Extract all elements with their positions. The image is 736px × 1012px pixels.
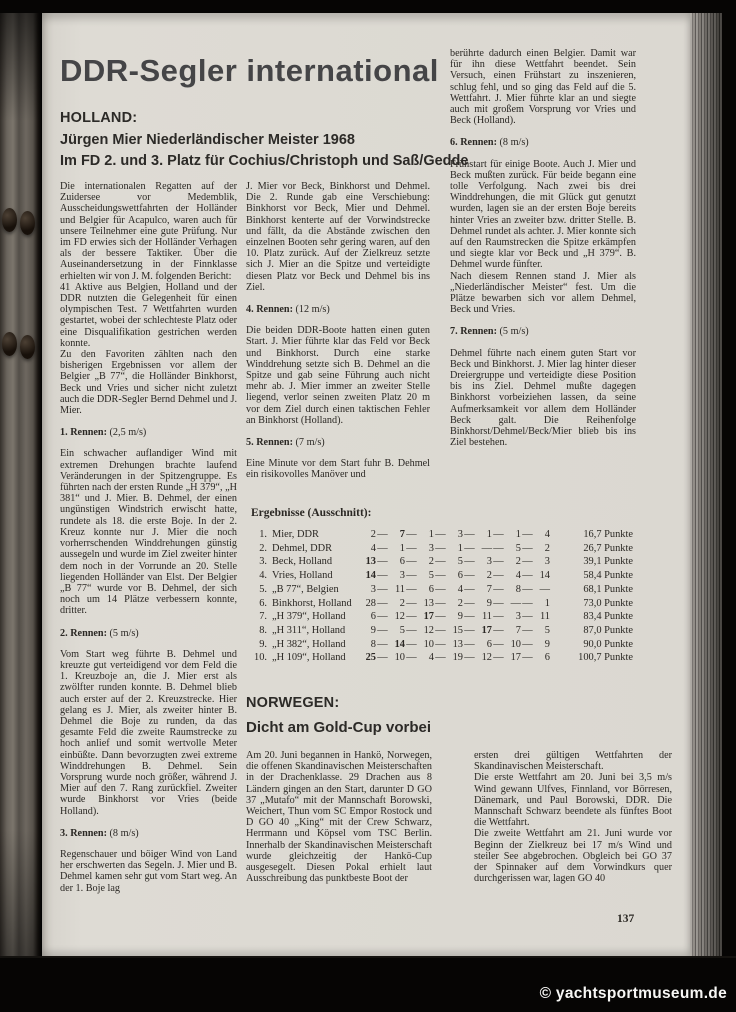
- binder-ring: [20, 335, 35, 359]
- page-number: 137: [617, 913, 635, 925]
- section-heading: 5. Rennen: (7 m/s): [246, 437, 325, 449]
- watermark: © yachtsportmuseum.de: [539, 985, 727, 1002]
- norway-column-b: [474, 750, 672, 884]
- binder-ring: [2, 332, 17, 356]
- paragraph: Die internationalen Regatten auf der Zuidersee vor Medemblik, Ausscheidungswettfahrten der Holländer und Belgier für Acapulco, waren auch für unsere Teilnehmer eine gute Prüfung. Nur im FD erwies sich der Holländer Verhagen als der bessere Taktiker. Über die Auseinandersetzung in der Finnklasse erhielten wir von J. M. folgenden Bericht:: [60, 181, 237, 282]
- paragraph: Zu den Favoriten zählten nach den bisherigen Ergebnissen vor allem der Belgier „B 77“, die Holländer Binkhorst, Beck und Vries und sicher nicht zuletzt auch die DDR-Segler Bernd Dehmel und J. Mier.: [60, 349, 237, 417]
- norway-section: [246, 695, 672, 884]
- table-row: 3. Beck, Holland 13 — 6 — 2 — 5 — 3 — 2 — 3 39,1 Punkte: [259, 556, 633, 568]
- section-heading: 4. Rennen: (12 m/s): [246, 304, 330, 316]
- page-stack-edge: [690, 13, 722, 956]
- text-column-2: [246, 181, 430, 481]
- section-heading: 3. Rennen: (8 m/s): [60, 827, 139, 839]
- magazine-page: [42, 13, 690, 956]
- table-row: 9. „H 382“, Holland 8 — 14 — 10 — 13 — 6 — 10 — 9 90,0 Punkte: [259, 638, 633, 650]
- paragraph: berührte dadurch einen Belgier. Damit war für ihn diese Wettfahrt beendet. Sein Versuch, einen Frühstart zu inszenieren, schlug fehl, und so ging das Feld auf die 5. Wettfahrt. J. Mier führte klar an und siegte auch mit großem Vorsprung vor Vries und Beck (Holland).: [450, 48, 636, 127]
- scan-border-right: [722, 0, 736, 1012]
- table-row: 8. „H 311“, Holland 9 — 5 — 12 — 15 — 17 — 7 — 5 87,0 Punkte: [259, 624, 633, 636]
- section-heading: 7. Rennen: (5 m/s): [450, 326, 529, 338]
- norway-columns: [246, 750, 672, 884]
- holland-headline-1: Jürgen Mier Niederländischer Meister 1968: [60, 132, 355, 148]
- binder-ring: [20, 211, 35, 235]
- results-heading: Ergebnisse (Ausschnitt):: [251, 507, 372, 519]
- section-heading: 6. Rennen: (8 m/s): [450, 137, 529, 149]
- paragraph: Ein schwacher auflandiger Wind mit extremen Drehungen brachte laufend Veränderungen in der Spitzengruppe. Es führten nach der ersten Runde „H 379“, „H 381“ und J. Mier. B. Dehmel, der einen ungünstigen Windstrich erwischt hatte, rundete als 18. die erste Boje. In der 2. Kreuz konnte nur J. Mier die noch vorherrschenden Winddrehungen günstig aussegeln und wurde im Ziel zweiter hinter dem noch in der Vorrunde an 20. Stelle liegenden Holländer van Elst. Der Belgier „B 77“ wurde vor B. Dehmel, der sich noch um 14 Plätze verbessern konnte, dritter.: [60, 448, 237, 617]
- paragraph: Vom Start weg führte B. Dehmel und kreuzte gut verteidigend vor dem Feld die 1. Kreuzboje an, die J. Mier erst als zwölfter runden konnte. B. Dehmel blieb auch erster auf der 2. Kreuzstrecke. Hier gelang es J. Mier, als zweiter hinter B. Dehmel die Boje zu runden, da das gesamte Feld die zweite Raumstrecke zu hoch anlief und somit wertvolle Meter einbüßte. Dann bevorzugten zwei extreme Winddrehungen B. Dehmel. Sein Vorsprung wurde noch größer, während J. Mier auf den 7. Rang zurückfiel. Zweiter wurde Binkhorst vor Vries (beide Holland).: [60, 648, 237, 817]
- holland-headline-2: Im FD 2. und 3. Platz für Cochius/Christoph und Saß/Gedde: [60, 153, 469, 169]
- paragraph: 41 Aktive aus Belgien, Holland und der DDR nutzten die Gelegenheit für einen olympischen Test. 7 Wettfahrten wurden gestartet, wobei der schlechteste Platz oder eine Disqualifikation gestrichen werden konnte.: [60, 281, 237, 349]
- paragraph: Frühstart für einige Boote. Auch J. Mier und Beck mußten zurück. Für beide begann eine tolle Verfolgung. Nach zwei bis drei Winddrehungen, die mit Glück gut genutzt wurden, lagen sie an der ersten Boje bereits hinter Vries an zweiter bzw. dritter Stelle. B. Dehmel rundet als achter. J. Mier konnte sich auf den Raumstrecken die Spitze erkämpfen und siegte klar vor Beck und „H 379“. B. Dehmel wurde fünfter.: [450, 158, 636, 271]
- scan-border-bottom: [0, 956, 736, 1012]
- scan-border-top: [0, 0, 736, 13]
- table-row: 4. Vries, Holland 14 — 3 — 5 — 6 — 2 — 4 — 14 58,4 Punkte: [259, 570, 633, 582]
- binder-gutter: [0, 0, 42, 1012]
- paragraph: Die zweite Wettfahrt am 21. Juni wurde vor Beginn der Zielkreuz bei 17 m/s Wind und steiler See abgebrochen. Obgleich bei GO 37 der Spinnaker auf dem Vorwindkurs quer durchgerissen war, lagen GO 40: [474, 828, 672, 885]
- paragraph: Eine Minute vor dem Start fuhr B. Dehmel ein risikovolles Manöver und: [246, 458, 430, 481]
- table-row: 1. Mier, DDR 2 — 7 — 1 — 3 — 1 — 1 — 4 16,7 Punkte: [259, 529, 633, 540]
- norway-headline: Dicht am Gold-Cup vorbei: [246, 719, 432, 736]
- table-row: 6. Binkhorst, Holland 28 — 2 — 13 — 2 — 9 — — — 1 73,0 Punkte: [259, 597, 633, 609]
- table-row: 2. Dehmel, DDR 4 — 1 — 3 — 1 — — — 5 — 2 26,7 Punkte: [259, 542, 633, 554]
- binder-ring: [2, 208, 17, 232]
- results-table: [251, 528, 633, 665]
- text-column-1: [60, 181, 237, 894]
- paragraph: ersten drei gültigen Wettfahrten der Skandinavischen Meisterschaft.: [474, 750, 672, 773]
- section-heading: 2. Rennen: (5 m/s): [60, 627, 139, 639]
- norway-kicker: NORWEGEN:: [246, 695, 340, 711]
- norway-column-a: [246, 750, 432, 884]
- page-title: DDR-Segler international: [60, 53, 439, 88]
- paragraph: Dehmel führte nach einem guten Start vor Beck und Binkhorst. J. Mier lag hinter dieser Dreiergruppe und verteidigte diese Position bis ins Ziel. Dehmel mußte dagegen Binkhorst vorbeiziehen lassen, da seine Aufmerksamkeit vor allem dem Holländer Beck galt. Die Reihenfolge Binkhorst/Dehmel/Beck/Mier blieb bis ins Ziel bestehen.: [450, 347, 636, 449]
- paragraph: Die beiden DDR-Boote hatten einen guten Start. J. Mier führte klar das Feld vor Beck und Binkhorst. Durch eine starke Winddrehung setzte sich B. Dehmel an die Spitze und gab seine Führung auch nicht mehr ab. J. Mier immer an zweiter Stelle liegend, verlor seinen zweiten Platz 20 m vor dem Ziel durch einen taktischen Fehler an Binkhorst (Holland).: [246, 325, 430, 426]
- holland-kicker: HOLLAND:: [60, 110, 138, 126]
- paragraph: Regenschauer und böiger Wind von Land her erschwerten das Segeln. J. Mier und B. Dehmel kamen sehr gut vom Start weg. An der 1. Boje lag: [60, 848, 237, 894]
- paragraph: Die erste Wettfahrt am 20. Juni bei 3,5 m/s Wind gewann Ulfves, Finnland, vor Börresen, Dänemark, und Paul Borowski, DDR. Die Mannschaft Schwarz beendete als fünftes Boot die Wettfahrt.: [474, 772, 672, 829]
- table-row: 5. „B 77“, Belgien 3 — 11 — 6 — 4 — 7 — 8 — — 68,1 Punkte: [259, 583, 633, 595]
- text-column-3: [450, 48, 636, 449]
- paragraph: Nach diesem Rennen stand J. Mier als „Niederländischer Meister“ fest. Um die Plätze bewarben sich vor allem Dehmel, Beck und Vries.: [450, 270, 636, 316]
- section-heading: 1. Rennen: (2,5 m/s): [60, 427, 147, 439]
- results-section: [251, 507, 633, 665]
- table-row: 10. „H 109“, Holland 25 — 10 — 4 — 19 — 12 — 17 — 6 100,7 Punkte: [254, 652, 633, 664]
- paragraph: Am 20. Juni begannen in Hankö, Norwegen, die offenen Skandinavischen Meisterschaften in der Drachenklasse. 29 Drachen aus 8 Ländern gingen an den Start, darunter D GO 37 „Mutafo“ mit der Mannschaft Borowski, Weichert, Thun vom SC Empor Rostock und D GO 40 „King“ mit der Crew Schwarz, Herrmann und Köpsel vom TSC Berlin. Innerhalb der Skandinavischen Meisterschaft wurde gleichzeitig der Hankö-Cup ausgesegelt. Diesen Pokal erhielt laut Ausschreibung das punktbeste Boot der: [246, 750, 432, 885]
- paragraph: J. Mier vor Beck, Binkhorst und Dehmel. Die 2. Runde gab eine Verschiebung: Binkhorst vor Beck, Mier und Dehmel. Binkhorst kenterte auf der Vorwindstrecke und fällt, da die Abstände zwischen den einzelnen Booten sehr gering waren, auf den 10. Platz zurück. Auf der Zielkreuz setzte sich J. Mier an die Spitze und verteidigte diesen Platz vor Beck und Dehmel bis ins Ziel.: [246, 181, 430, 293]
- table-row: 7. „H 379“, Holland 6 — 12 — 17 — 9 — 11 — 3 — 11 83,4 Punkte: [259, 611, 633, 623]
